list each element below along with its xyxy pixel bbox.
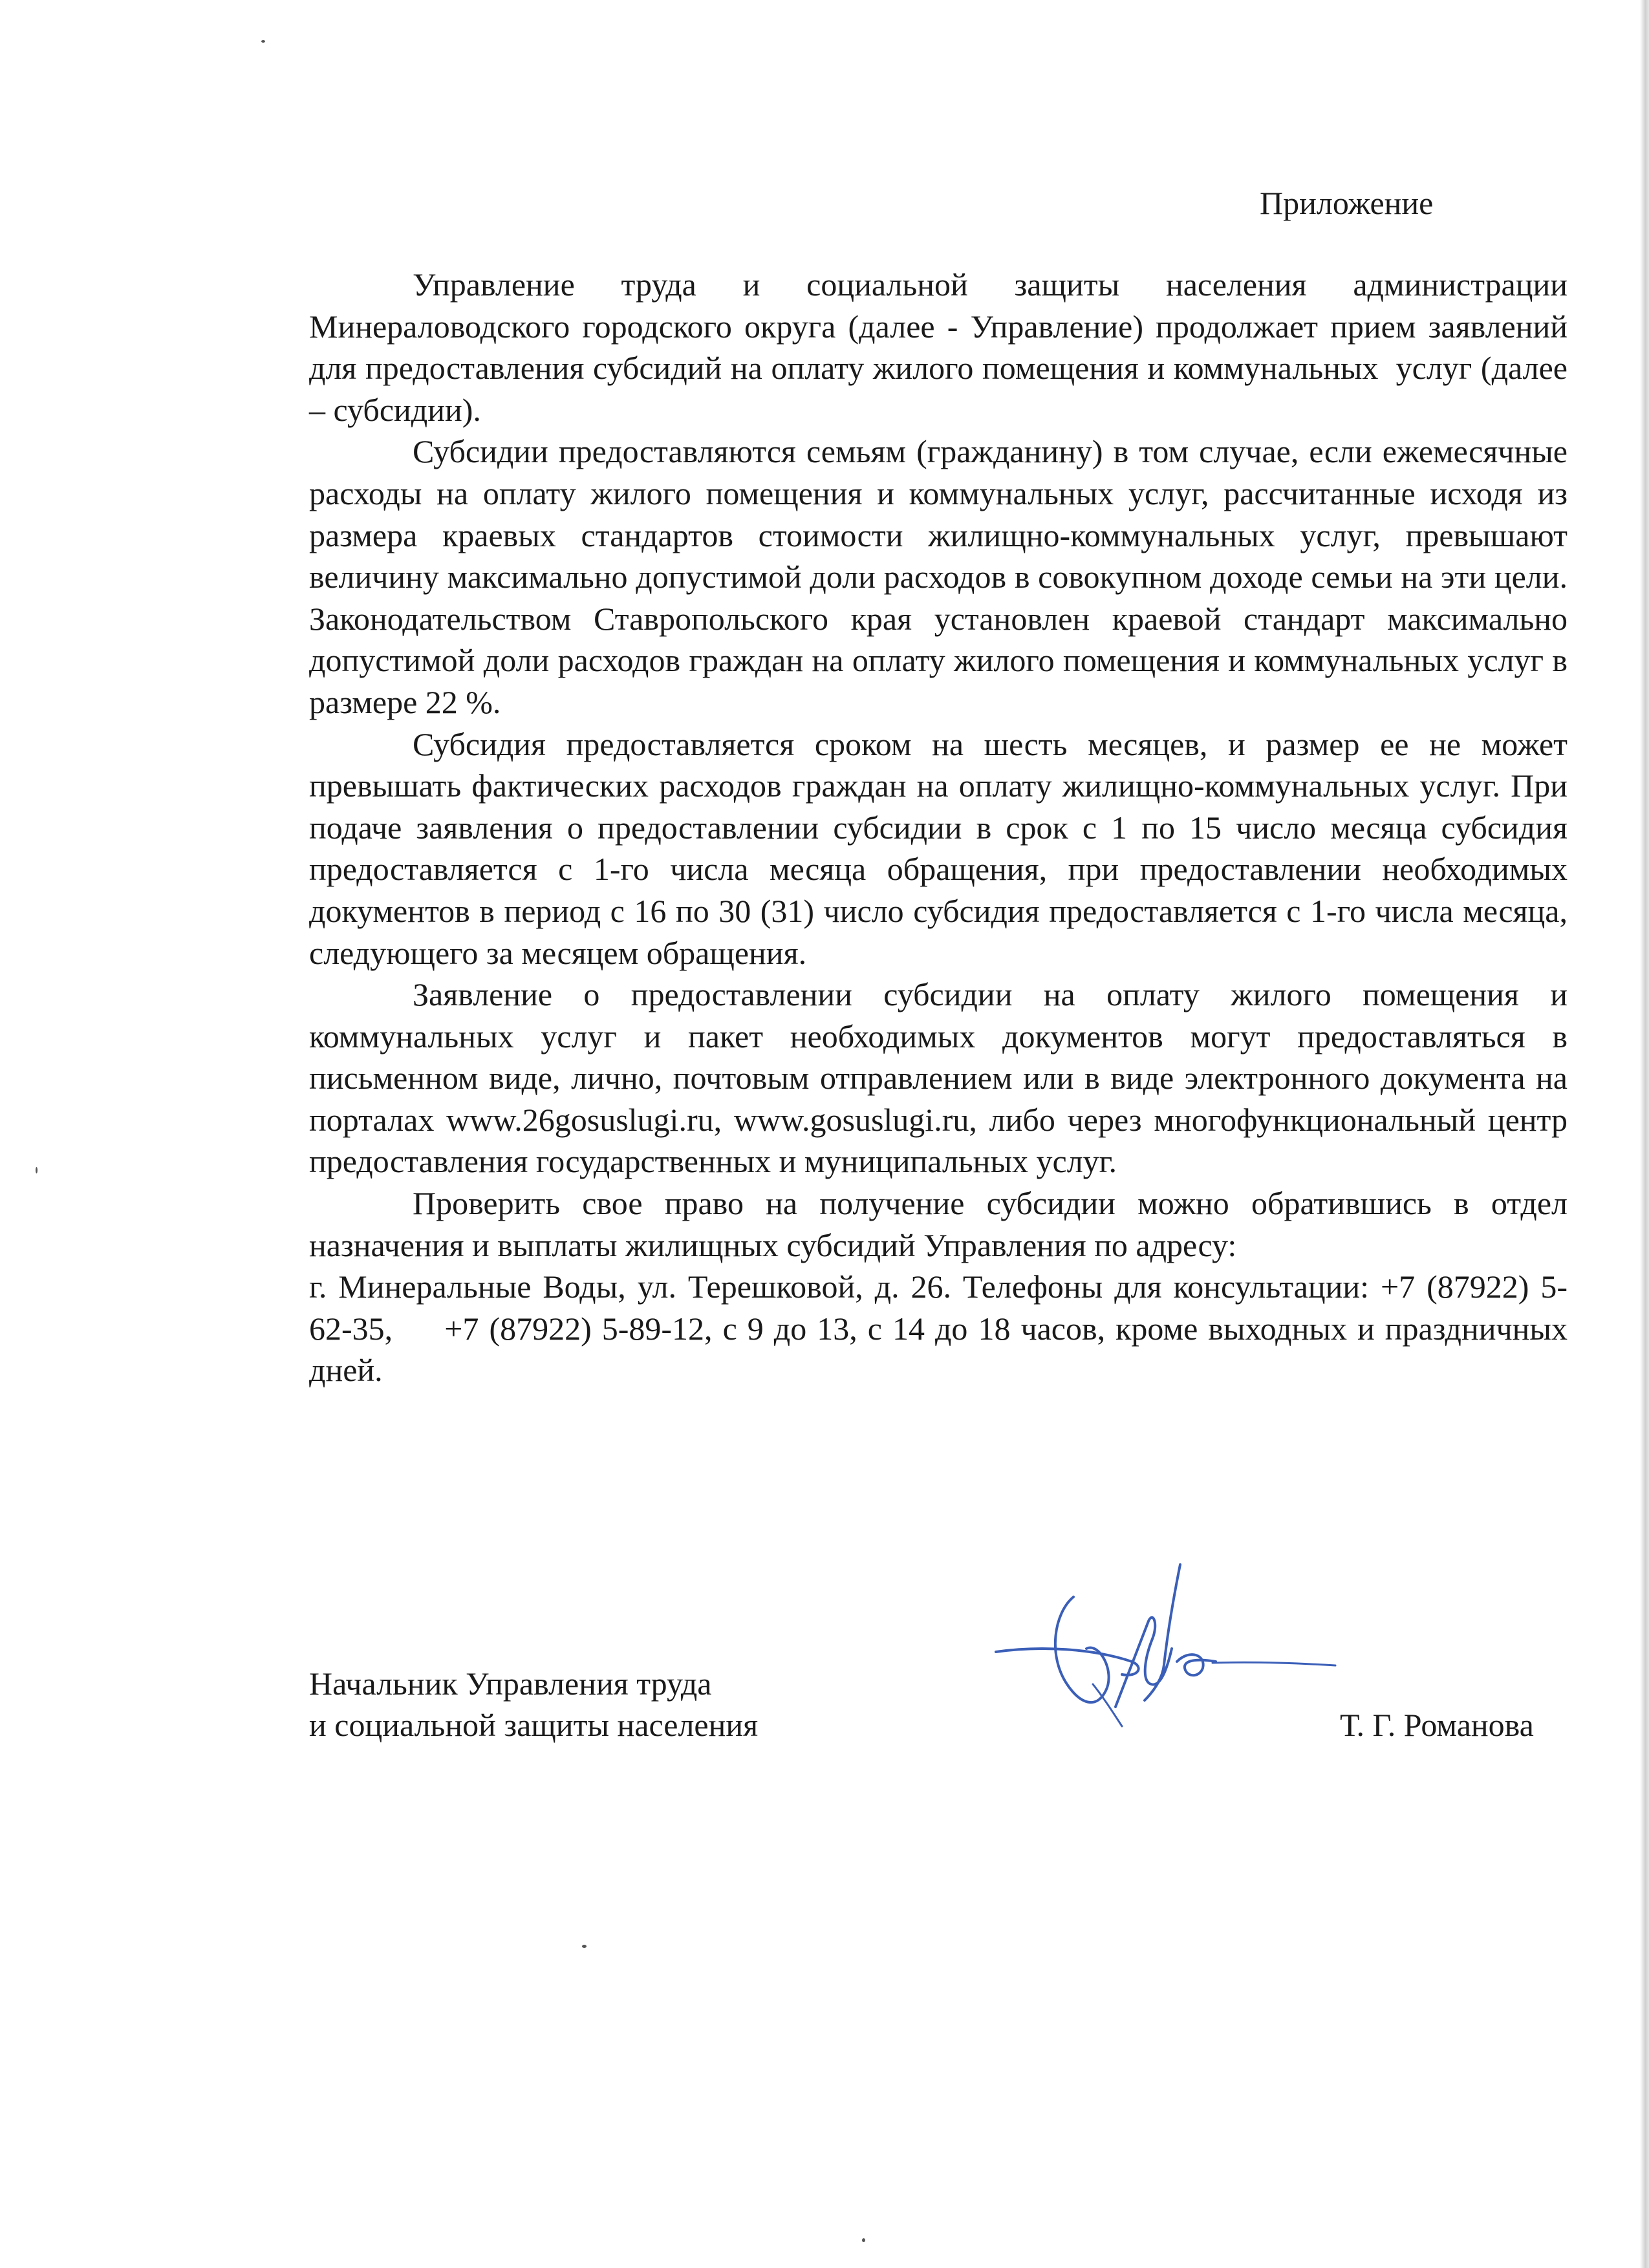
paragraph-term: Субсидия предоставляется сроком на шесть месяцев, и размер ее не может превышать фактических расходов граждан на оплату жилищно-коммунальных услуг. При подаче заявления о предоставлении субсидии в срок с 1 по 15 число месяца субсидия предоставляется с 1-го числа месяца обращения, при предоставлении необходимых документов в период с 16 по 30 (31) число субсидия предоставляется с 1-го числа месяца, следующего за месяцем обращения. xyxy=(309,725,1576,971)
paragraph-eligibility: Субсидии предоставляются семьям (гражданину) в том случае, если ежемесячные расходы на оплату жилого помещения и коммунальных услуг, рассчитанные исходя из размера краевых стандартов стоимости жилищно-коммунальных услуг, превышают величину максимально допустимой доли расходов в совокупном доходе семьи на эти цели. Законодательством Ставропольского края установлен краевой стандарт максимально допустимой доли расходов граждан на оплату жилого помещения и коммунальных услуг в размере 22 %. xyxy=(309,433,1576,720)
paragraph-application: Заявление о предоставлении субсидии на оплату жилого помещения и коммунальных услуг и пакет необходимых документов могут предоставляться в письменном виде, лично, почтовым отправлением или в виде электронного документа на порталах www.26gosuslugi.ru, www.gosuslugi.ru, либо через многофункциональный центр предоставления государственных и муниципальных услуг. xyxy=(309,976,1576,1180)
scan-speck xyxy=(582,1945,587,1948)
address-contacts: г. Минеральные Воды, ул. Терешковой, д. 26. Телефоны для консультации: +7 (87922) 5-62-35, +7 (87922) 5-89-12, с 9 до 13, с 14 до 18 часов, кроме выходных и праздничных дней. xyxy=(309,1268,1576,1389)
signatory-title-line2: и социальной защиты населения xyxy=(309,1707,759,1743)
handwritten-signature xyxy=(983,1552,1345,1746)
paragraph-intro: Управление труда и социальной защиты населения администрации Минераловодского городского округа (далее - Управление) продолжает прием заявлений для предоставления субсидий на оплату жилого помещения и коммунальных услуг (далее – субсидии). xyxy=(309,266,1576,428)
document-body xyxy=(309,264,1576,1391)
signatory-title-line1: Начальник Управления труда xyxy=(309,1665,712,1702)
scan-speck xyxy=(36,1167,38,1173)
signatory-title xyxy=(309,1663,758,1746)
scan-edge-shadow xyxy=(1640,0,1649,2268)
appendix-label: Приложение xyxy=(1260,185,1434,221)
scan-speck xyxy=(862,2238,865,2242)
paragraph-check-right: Проверить свое право на получение субсидии можно обратившись в отдел назначения и выплаты жилищных субсидий Управления по адресу: xyxy=(309,1185,1576,1263)
signatory-name: Т. Г. Романова xyxy=(1340,1707,1534,1743)
scan-speck xyxy=(261,40,265,43)
